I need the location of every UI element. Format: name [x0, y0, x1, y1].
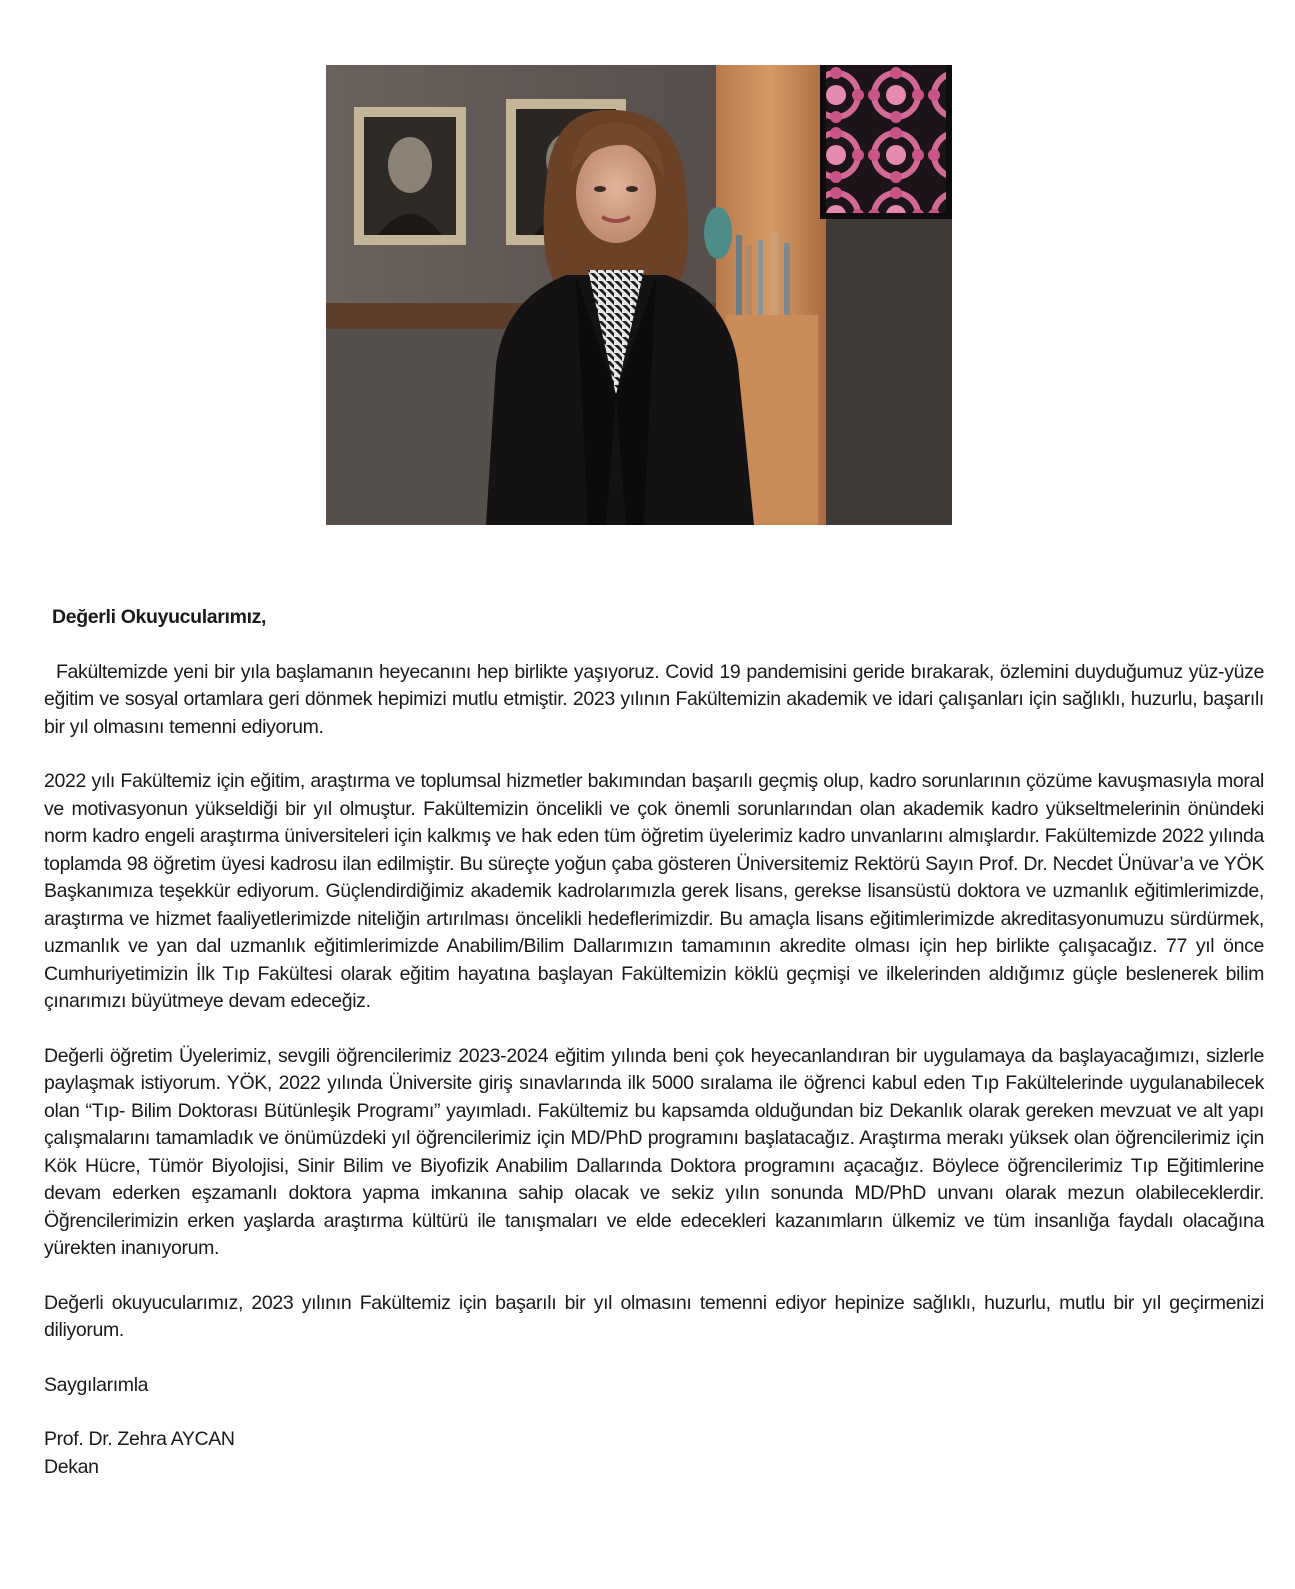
mandala-artwork — [820, 65, 952, 219]
signature-name: Prof. Dr. Zehra AYCAN — [44, 1428, 235, 1450]
letter-closing: Saygılarımla — [44, 1373, 149, 1396]
letter-paragraph-2: 2022 yılı Fakültemiz için eğitim, araştırma ve toplumsal hizmetler bakımından başarılı geçmiş olup, kadro sorunlarının çözüme kavuşmasıyla moral ve motivasyonun yükseldiği bir yıl olmuştur. Fakültemizin öncelikli ve çok önemli sorunlarından olan akademik kadro yükseltmelerinin önündeki norm kadro engeli araştırma üniversiteleri için kalkmış ve hak eden tüm öğretim üyelerimiz kadro unvanlarını almışlardır. Fakültemizde 2022 yılında toplamda 98 öğretim üyesi kadrosu ilan edilmiştir. Bu süreçte yoğun çaba gösteren Üniversitemiz Rektörü Sayın Prof. Dr. Necdet Ünüvar’a ve YÖK Başkanımıza teşekkür ediyorum. Güçlendirdiğimiz akademik kadrolarımızla gerek lisans, gerekse lisansüstü doktora ve uzmanlık eğitimlerimizde, araştırma ve hizmet faaliyetlerimizde niteliğin artırılması öncelikli hedeflerimizdir. Bu amaçla lisans eğitimlerimizde akreditasyonumuzu sürdürmek, uzmanlık ve yan dal uzmanlık eğitimlerimizde Anabilim/Bilim Dallarımızın tamamının akredite olması için hep birlikte çalışacağız. 77 yıl önce Cumhuriyetimizin İlk Tıp Fakültesi olarak eğitim hayatına başlayan Fakültemizin köklü geçmişi ve ilkelerinden aldığımız güçle beslenerek bilim çınarımızı büyütmeye devam edeceğiz. — [44, 770, 1264, 1012]
dean-portrait-photo — [326, 65, 952, 525]
letter-paragraph-1: Fakültemizde yeni bir yıla başlamanın heyecanını hep birlikte yaşıyoruz. Covid 19 pandemisini geride bırakarak, özlemini duyduğumuz yüz-yüze eğitim ve sosyal ortamlara geri dönmek hepimizi mutlu etmiştir. 2023 yılının Fakültemizin akademik ve idari çalışanları için sağlıklı, huzurlu, başarılı bir yıl olmasını temenni ediyorum. — [44, 660, 1264, 738]
dean-letter — [44, 604, 1264, 1481]
signature-title: Dekan — [44, 1455, 99, 1478]
framed-portrait-left — [354, 107, 466, 245]
letter-paragraph-3: Değerli öğretim Üyelerimiz, sevgili öğrencilerimiz 2023-2024 eğitim yılında beni çok heyecanlandıran bir uygulamaya da başlayacağımızı, sizlerle paylaşmak istiyorum. YÖK, 2022 yılında Üniversite giriş sınavlarında ilk 5000 sıralama ile öğrenci kabul eden Tıp Fakültelerinde uygulanabilecek olan “Tıp- Bilim Doktorası Bütünleşik Programı” yayımladı. Fakültemiz bu kapsamda olduğundan biz Dekanlık olarak gereken mevzuat ve alt yapı çalışmalarını tamamladık ve önümüzdeki yıl öğrencilerimiz için MD/PhD programını başlatacağız. Araştırma merakı yüksek olan öğrencilerimiz için Kök Hücre, Tümör Biyolojisi, Sinir Bilim ve Biyofizik Anabilim Dallarında Doktora programını açacağız. Böylece öğrencilerimiz Tıp Eğitimlerine devam ederken eşzamanlı doktora yapma imkanına sahip olacak ve sekiz yılın sonunda MD/PhD unvanı olarak mezun olabileceklerdir. Öğrencilerimizin erken yaşlarda araştırma kültürü ile tanışmaları ve elde edecekleri kazanımların ülkemiz ve tüm insanlığa faydalı olacağına yürekten inanıyorum. — [44, 1044, 1264, 1259]
letter-greeting: Değerli Okuyucularımız, — [52, 606, 267, 628]
letter-paragraph-4: Değerli okuyucularımız, 2023 yılının Fakültemiz için başarılı bir yıl olmasını temenni ediyor hepinize sağlıklı, huzurlu, mutlu bir yıl geçirmenizi diliyorum. — [44, 1291, 1264, 1341]
portrait-illustration — [326, 65, 952, 525]
